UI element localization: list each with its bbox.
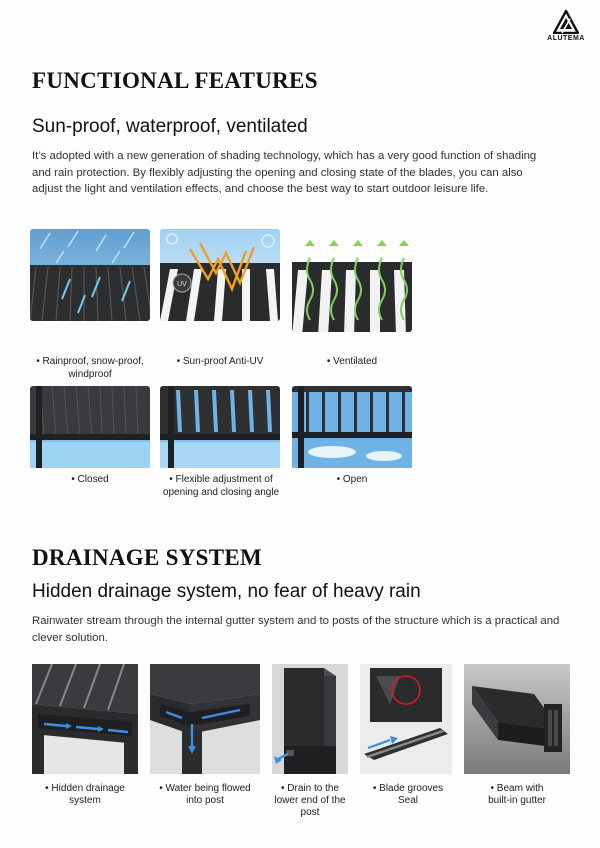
brand-name: ALUTEMA bbox=[547, 35, 585, 42]
caption-open: • Open bbox=[336, 474, 368, 485]
features-subheading: Sun-proof, waterproof, ventilated bbox=[32, 116, 308, 137]
hidden-drainage-image bbox=[32, 664, 138, 774]
drain-to-post-end-image bbox=[272, 664, 348, 774]
drainage-subheading: Hidden drainage system, no fear of heavy rain bbox=[32, 581, 421, 602]
caption-ventilated: • Ventilated bbox=[326, 356, 378, 367]
caption-flexible: • Flexible adjustment of opening and closing angle bbox=[162, 474, 280, 498]
blade-grooves-seal-image bbox=[360, 664, 452, 774]
flexible-adjustment-image bbox=[160, 386, 280, 478]
caption-closed: • Closed bbox=[71, 474, 109, 485]
brand-logo bbox=[544, 10, 588, 52]
caption-hidden-drainage: • Hidden drainage system bbox=[45, 783, 125, 806]
caption-rainproof: • Rainproof, snow-proof, windproof bbox=[36, 356, 144, 380]
caption-drain-post: • Drain to the lower end of the post bbox=[274, 783, 346, 818]
uv-label: UV bbox=[177, 281, 187, 288]
water-into-post-image bbox=[150, 664, 260, 774]
sunproof-image bbox=[160, 229, 280, 321]
features-body: It’s adopted with a new generation of shading technology, which has a very good function of shading and rain protection. By flexibly adjusting the opening and closing state of the blades, you can also adjust the light and ventilation effects, and choose the best way to start outdoor leisure life. bbox=[32, 150, 537, 195]
rainproof-image bbox=[30, 229, 150, 321]
features-heading: FUNCTIONAL FEATURES bbox=[32, 68, 318, 93]
caption-beam-gutter: • Beam with built-in gutter bbox=[488, 783, 546, 806]
alutema-logo-icon bbox=[553, 10, 579, 34]
drainage-body: Rainwater stream through the internal gutter system and to posts of the structure which is a practical and clever solution. bbox=[32, 615, 560, 644]
beam-gutter-image bbox=[464, 664, 570, 774]
caption-water-into-post: • Water being flowed into post bbox=[159, 783, 251, 806]
closed-image bbox=[30, 386, 150, 478]
drainage-heading: DRAINAGE SYSTEM bbox=[32, 545, 263, 570]
caption-blade-seal: • Blade grooves Seal bbox=[372, 783, 444, 806]
caption-sunproof: • Sun-proof Anti-UV bbox=[176, 356, 264, 367]
ventilated-image bbox=[292, 240, 412, 332]
open-image bbox=[292, 386, 412, 478]
